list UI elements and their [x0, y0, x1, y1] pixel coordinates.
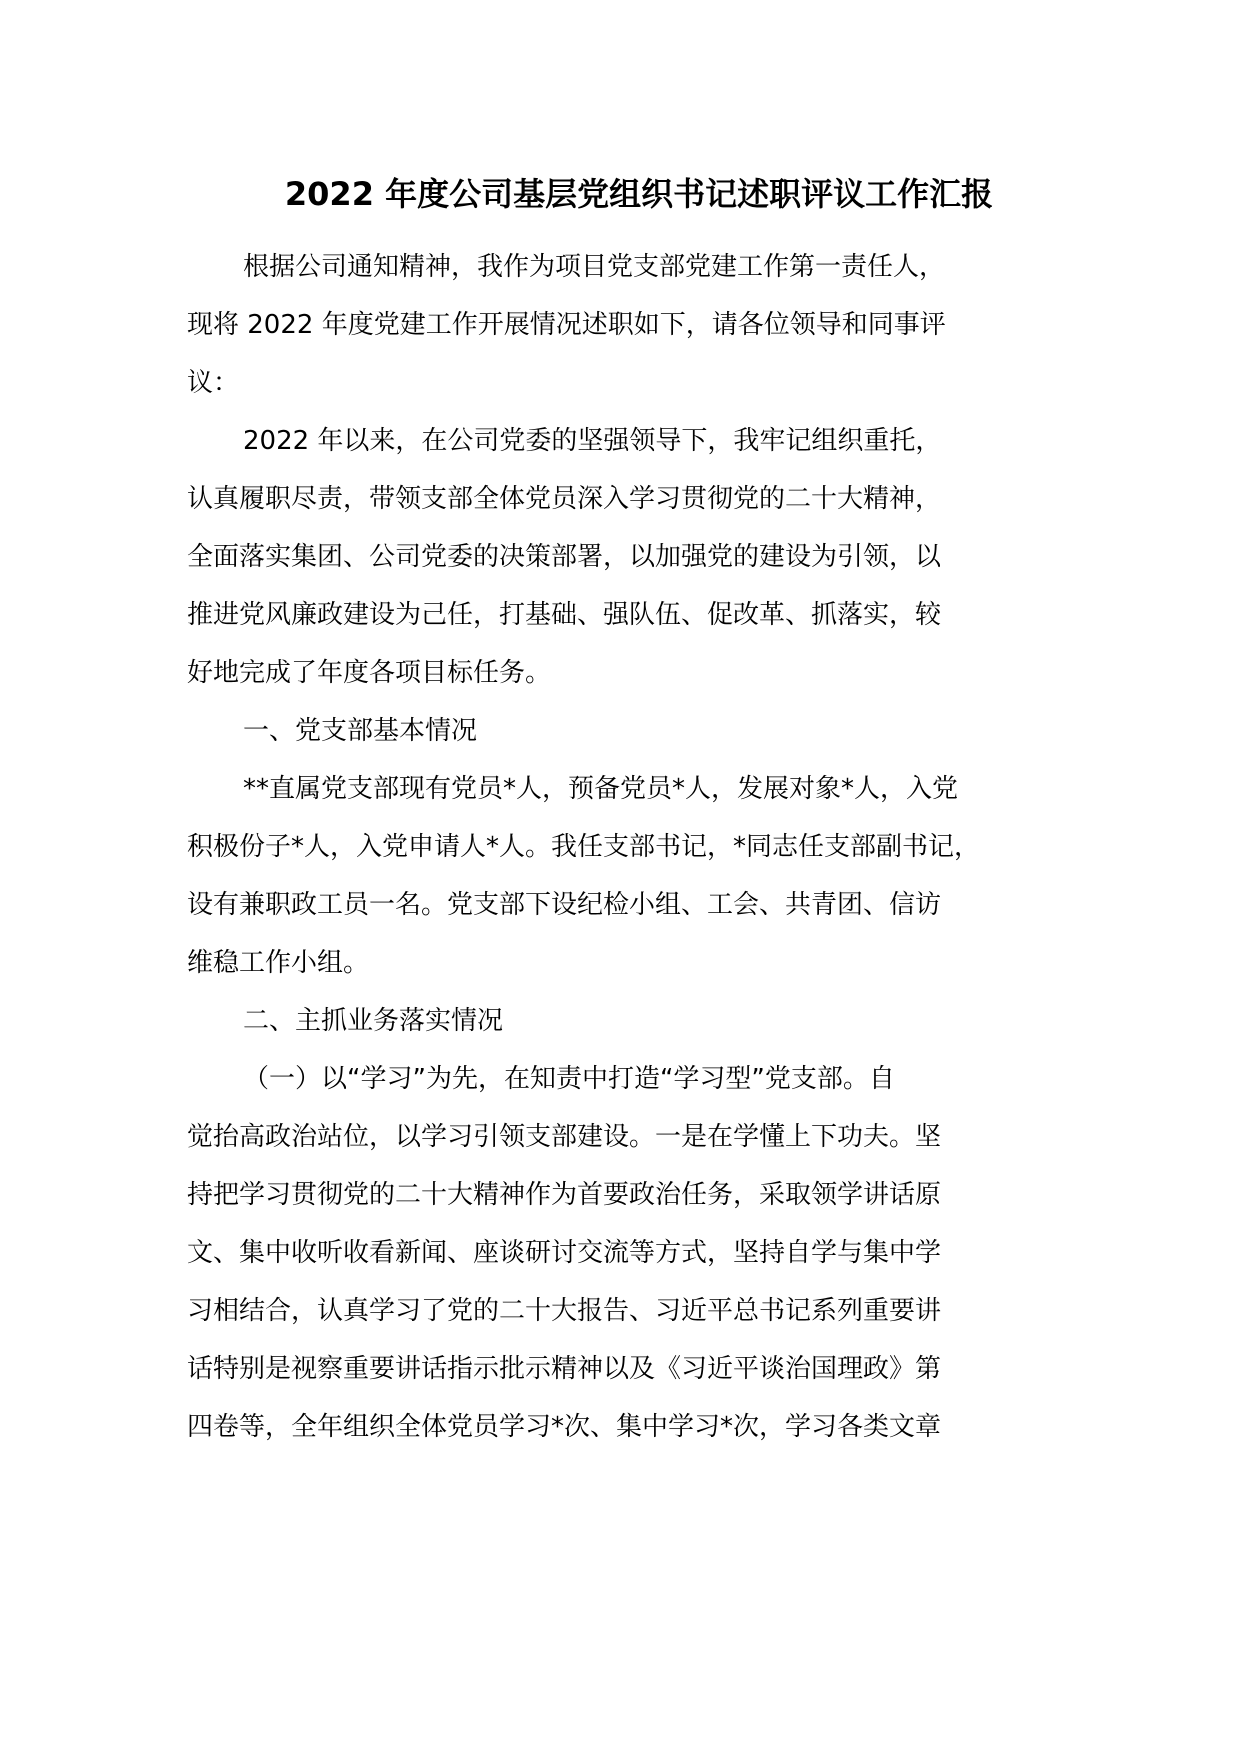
body-line: 维稳工作小组。	[187, 948, 370, 978]
body-line: 根据公司通知精神，我作为项目党支部党建工作第一责任人，	[243, 252, 946, 282]
body-line: 文、集中收听收看新闻、座谈研讨交流等方式，坚持自学与集中学	[187, 1238, 942, 1268]
body-line: 2022 年以来，在公司党委的坚强领导下，我牢记组织重托，	[243, 426, 942, 456]
document-title: 2022 年度公司基层党组织书记述职评议工作汇报	[284, 175, 994, 213]
body-line: 议：	[187, 368, 240, 398]
body-line: 二、主抓业务落实情况	[243, 1006, 504, 1036]
body-line: 四卷等，全年组织全体党员学习*次、集中学习*次，学习各类文章	[187, 1412, 942, 1442]
body-line: （一）以“学习”为先，在知责中打造“学习型”党支部。自	[243, 1064, 895, 1094]
body-line: 设有兼职政工员一名。党支部下设纪检小组、工会、共青团、信访	[187, 890, 942, 920]
body-line: **直属党支部现有党员*人，预备党员*人，发展对象*人，入党	[243, 774, 959, 804]
body-line: 话特别是视察重要讲话指示批示精神以及《习近平谈治国理政》第	[187, 1354, 942, 1384]
body-line: 全面落实集团、公司党委的决策部署，以加强党的建设为引领，以	[187, 542, 942, 572]
body-line: 持把学习贯彻党的二十大精神作为首要政治任务，采取领学讲话原	[187, 1180, 942, 1210]
body-line: 推进党风廉政建设为己任，打基础、强队伍、促改革、抓落实，较	[187, 600, 942, 630]
body-line: 好地完成了年度各项目标任务。	[187, 658, 552, 688]
body-line: 现将 2022 年度党建工作开展情况述职如下，请各位领导和同事评	[187, 310, 946, 340]
body-line: 积极份子*人，入党申请人*人。我任支部书记，*同志任支部副书记，	[187, 832, 981, 862]
body-line: 一、党支部基本情况	[243, 716, 478, 746]
body-line: 觉抬高政治站位，以学习引领支部建设。一是在学懂上下功夫。坚	[187, 1122, 942, 1152]
body-line: 习相结合，认真学习了党的二十大报告、习近平总书记系列重要讲	[187, 1296, 942, 1326]
body-line: 认真履职尽责，带领支部全体党员深入学习贯彻党的二十大精神，	[187, 484, 942, 514]
